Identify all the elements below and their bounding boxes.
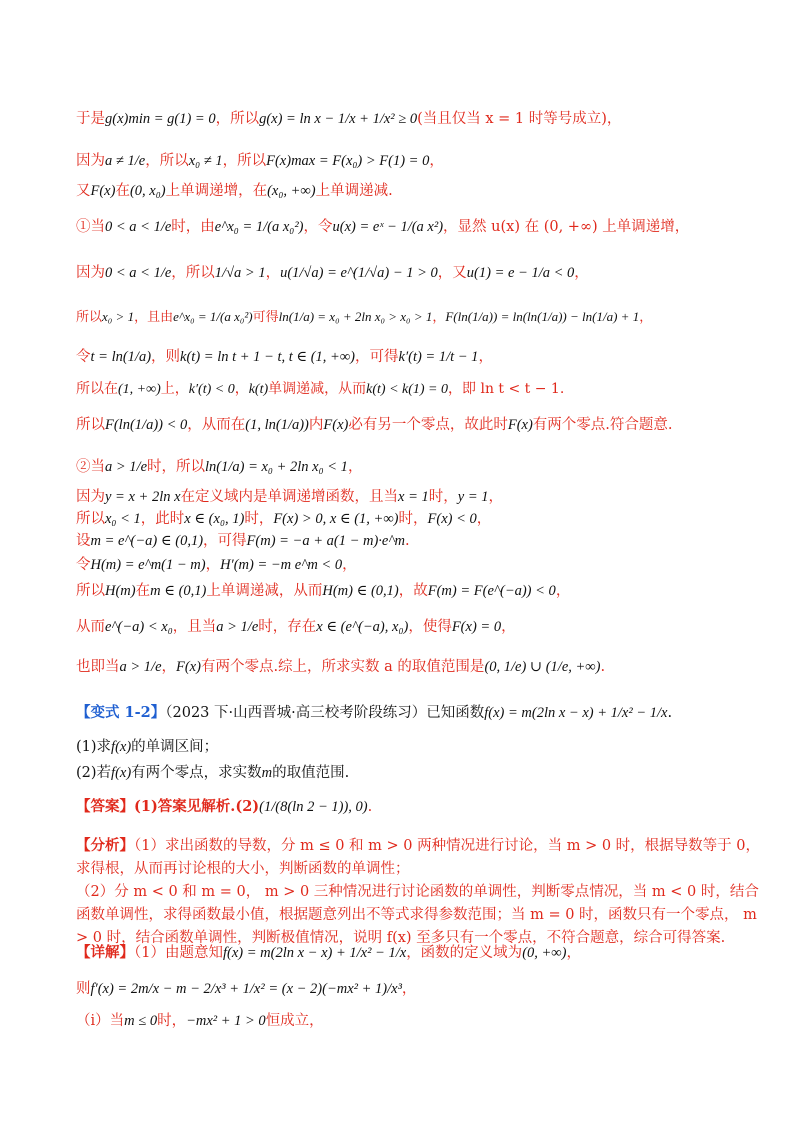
solution-line-12: 所以x₀ < 1，此时x ∈ (x₀, 1)时，F(x) > 0, x ∈ (1, +∞)时，F(x) < 0， (76, 511, 492, 527)
solution-line-9: 所以F(ln(1/a)) < 0，从而在(1, ln(1/a))内F(x)必有另一个零点，故此时F(x)有两个零点.符合题意. (76, 417, 673, 433)
solution-line-5: 因为0 < a < 1/e，所以1/√a > 1，u(1/√a) = e^(1/√a) − 1 > 0，又u(1) = e − 1/a < 0， (76, 265, 589, 281)
variant-tag: 【变式 1-2】 (76, 704, 166, 721)
solution-line-10: ②当a > 1/e时，所以ln(1/a) = x₀ + 2ln x₀ < 1， (76, 459, 363, 475)
analysis-tag: 【分析】 (76, 837, 134, 854)
detail-line-1: 【详解】（1）由题意知f(x) = m(2ln x − x) + 1/x² − 1/x，函数的定义域为(0, +∞)， (76, 944, 581, 961)
solution-line-2: 因为a ≠ 1/e，所以x₀ ≠ 1，所以F(x)max = F(x₀) > F(1) = 0， (76, 153, 444, 169)
solution-line-8: 所以在(1, +∞)上，k′(t) < 0，k(t)单调递减，从而k(t) < k(1) = 0，即 ln t < t − 1. (76, 381, 565, 397)
answer-line: 【答案】(1)答案见解析.(2)(1/(8(ln 2 − 1)), 0). (76, 798, 373, 815)
solution-line-7: 令t = ln(1/a)，则k(t) = ln t + 1 − t, t ∈ (1, +∞)，可得k′(t) = 1/t − 1， (76, 349, 493, 365)
question-1: (1)求f(x)的单调区间； (76, 739, 219, 755)
answer-tag: 【答案】 (76, 798, 134, 815)
solution-line-1: 于是g(x)min = g(1) = 0，所以g(x) = ln x − 1/x + 1/x² ≥ 0(当且仅当 x = 1 时等号成立)， (76, 111, 622, 127)
solution-line-17: 也即当a > 1/e，F(x)有两个零点.综上，所求实数 a 的取值范围是(0, 1/e) ∪ (1/e, +∞). (76, 659, 606, 675)
solution-line-16: 从而e^(−a) < x₀，且当a > 1/e时，存在x ∈ (e^(−a), x₀)，使得F(x) = 0， (76, 619, 516, 635)
solution-line-3: 又F(x)在(0, x₀)上单调递增，在(x₀, +∞)上单调递减. (76, 183, 393, 199)
solution-line-13: 设m = e^(−a) ∈ (0,1)，可得F(m) = −a + a(1 − m)·e^m. (76, 533, 410, 549)
solution-line-14: 令H(m) = e^m(1 − m)，H′(m) = −m e^m < 0， (76, 557, 357, 573)
detail-line-2: 则f′(x) = 2m/x − m − 2/x³ + 1/x² = (x − 2)(−mx² + 1)/x³， (76, 981, 417, 997)
analysis-block: 【分析】（1）求出函数的导数，分 m ≤ 0 和 m > 0 两种情况进行讨论，当 m > 0 时，根据导数等于 0，求得根，从而再讨论根的大小，判断函数的单调性； （2）分 m < 0 和 m = 0， m > 0 三种情况进行讨论函数的单调性，判断零点情况，当 m < 0 时，结合函数单调性，求得函数最小值，根据题意列出不等式求得参数范围；当 m = 0 时，函数只有一个零点， m > 0 时，结合函数单调性，判断极值情况，说明 f(x) 至多只有一个零点，不符合题意，综合可得答案. (76, 837, 760, 946)
solution-line-15: 所以H(m)在m ∈ (0,1)上单调递减，从而H(m) ∈ (0,1)，故F(m) = F(e^(−a)) < 0， (76, 583, 571, 599)
variant-heading: 【变式 1-2】（2023 下·山西晋城·高三校考阶段练习）已知函数f(x) = m(2ln x − x) + 1/x² − 1/x. (76, 704, 673, 721)
detail-tag: 【详解】 (76, 944, 134, 961)
solution-line-11: 因为y = x + 2ln x在定义域内是单调递增函数，且当x = 1时，y = 1， (76, 489, 503, 505)
detail-line-3: （i）当m ≤ 0时，−mx² + 1 > 0恒成立， (76, 1013, 324, 1029)
question-2: (2)若f(x)有两个零点，求实数m的取值范围. (76, 765, 350, 781)
solution-line-4: ①当0 < a < 1/e时，由e^x₀ = 1/(a x₀²)，令u(x) = eˣ − 1/(a x²)，显然 u(x) 在 (0, +∞) 上单调递增， (76, 219, 690, 235)
solution-line-6: 所以x₀ > 1，且由e^x₀ = 1/(a x₀²)可得ln(1/a) = x₀ + 2ln x₀ > x₀ > 1，F(ln(1/a)) = ln(ln(1/a)) − ln(1/a) + 1， (76, 309, 653, 325)
